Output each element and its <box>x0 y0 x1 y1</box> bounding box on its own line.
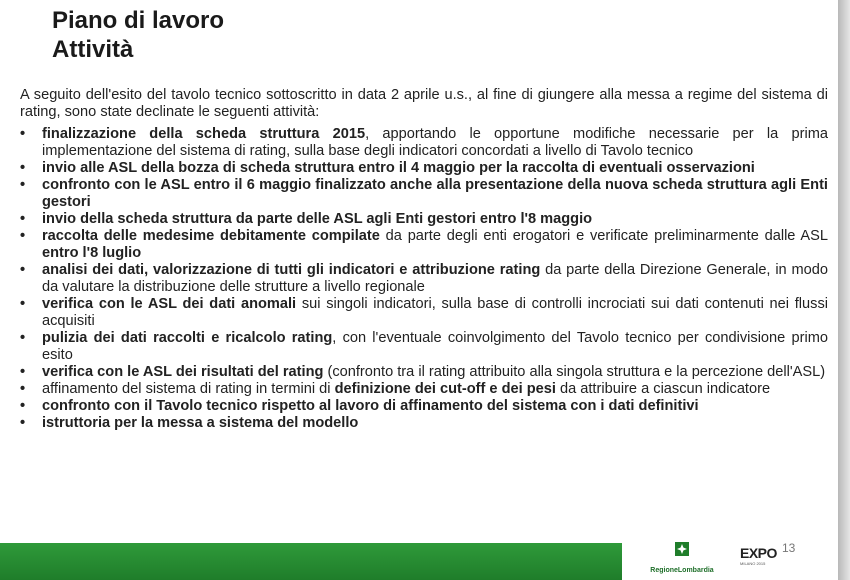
activity-text: da parte degli enti erogatori e verificate preliminarmente dalle ASL <box>379 228 828 244</box>
bullet-marker: • <box>20 228 26 244</box>
bullet-marker: • <box>20 211 26 227</box>
activity-text: , con l'eventuale coinvolgimento del Tavolo tecnico per condivisione primo esito <box>42 330 828 363</box>
activity-item <box>20 296 828 330</box>
activity-item <box>20 330 828 364</box>
activity-item <box>20 381 828 398</box>
title-line-1: Piano di lavoro <box>52 7 225 34</box>
activity-bold-text: verifica con le ASL dei risultati del rating <box>42 364 324 380</box>
activity-item <box>20 160 828 177</box>
bullet-marker: • <box>20 126 26 142</box>
expo-logo-text: EXPO <box>740 545 777 561</box>
expo-logo <box>740 545 784 575</box>
bullet-marker: • <box>20 330 26 346</box>
page-number: 13 <box>782 541 796 555</box>
activity-text: sui singoli indicatori, sulla base di controlli incrociati sui dati contenuti nei flussi acquisiti <box>42 296 828 329</box>
activity-bold-text: confronto con le ASL entro il 6 maggio finalizzato anche alla presentazione della nuova scheda struttura agli Enti gestori <box>42 177 828 210</box>
bullet-marker: • <box>20 262 26 278</box>
bullet-marker: • <box>20 381 26 397</box>
lombardia-rose-icon <box>675 542 689 556</box>
bullet-marker: • <box>20 415 26 431</box>
title-line-2: Attività <box>52 36 134 63</box>
activity-text: , apportando le opportune modifiche necessarie per la prima implementazione del sistema di rating, sulla base degli indicatori concordati a livello di Tavolo tecnico <box>42 126 828 159</box>
activity-bold-text: entro l'8 luglio <box>42 245 142 261</box>
activity-text: da parte della Direzione Generale, in modo da valutare la distribuzione delle strutture a livello regionale <box>42 262 829 295</box>
activity-item <box>20 177 828 211</box>
activity-item <box>20 126 828 160</box>
activity-text: da attribuire a ciascun indicatore <box>555 381 771 397</box>
activity-bold-text: istruttoria per la messa a sistema del modello <box>42 415 359 431</box>
activity-list <box>20 126 828 432</box>
activity-bold-text: verifica con le ASL dei dati anomali <box>42 296 297 312</box>
bullet-marker: • <box>20 160 26 176</box>
activity-item <box>20 398 828 415</box>
activity-text: (confronto tra il rating attribuito alla singola struttura e la percezione dell'ASL) <box>323 364 826 380</box>
bullet-marker: • <box>20 398 26 414</box>
activity-item <box>20 211 828 228</box>
bullet-marker: • <box>20 296 26 312</box>
slide-edge-shadow <box>838 0 850 580</box>
slide-title <box>52 6 224 64</box>
bullet-marker: • <box>20 177 26 193</box>
activity-bold-text: raccolta delle medesime debitamente compilate <box>42 228 380 244</box>
activity-bold-text: definizione dei cut-off e dei pesi <box>334 381 556 397</box>
activity-bold-text: invio alle ASL della bozza di scheda struttura entro il 4 maggio per la raccolta di eventuali osservazioni <box>42 160 755 176</box>
activity-bold-text: finalizzazione della scheda struttura 2015 <box>42 126 366 142</box>
activity-bold-text: analisi dei dati, valorizzazione di tutti gli indicatori e attribuzione rating <box>42 262 541 278</box>
activity-bold-text: pulizia dei dati raccolti e ricalcolo rating <box>42 330 333 346</box>
expo-logo-subtext: MILANO 2015 <box>740 561 766 566</box>
activity-text: affinamento del sistema di rating in termini di <box>42 381 335 397</box>
regione-lombardia-text: RegioneLombardia <box>650 567 714 574</box>
activity-item <box>20 415 828 432</box>
bullet-marker: • <box>20 364 26 380</box>
intro-paragraph: A seguito dell'esito del tavolo tecnico sottoscritto in data 2 aprile u.s., al fine di giungere alla messa a regime del sistema di rating, sono state declinate le seguenti attività: <box>20 87 828 120</box>
activity-item <box>20 262 828 296</box>
activity-bold-text: invio della scheda struttura da parte delle ASL agli Enti gestori entro l'8 maggio <box>42 211 593 227</box>
activity-bold-text: confronto con il Tavolo tecnico rispetto al lavoro di affinamento del sistema con i dati definitivi <box>42 398 699 414</box>
activity-item <box>20 228 828 262</box>
regione-lombardia-logo <box>648 542 716 576</box>
activity-item <box>20 364 828 381</box>
